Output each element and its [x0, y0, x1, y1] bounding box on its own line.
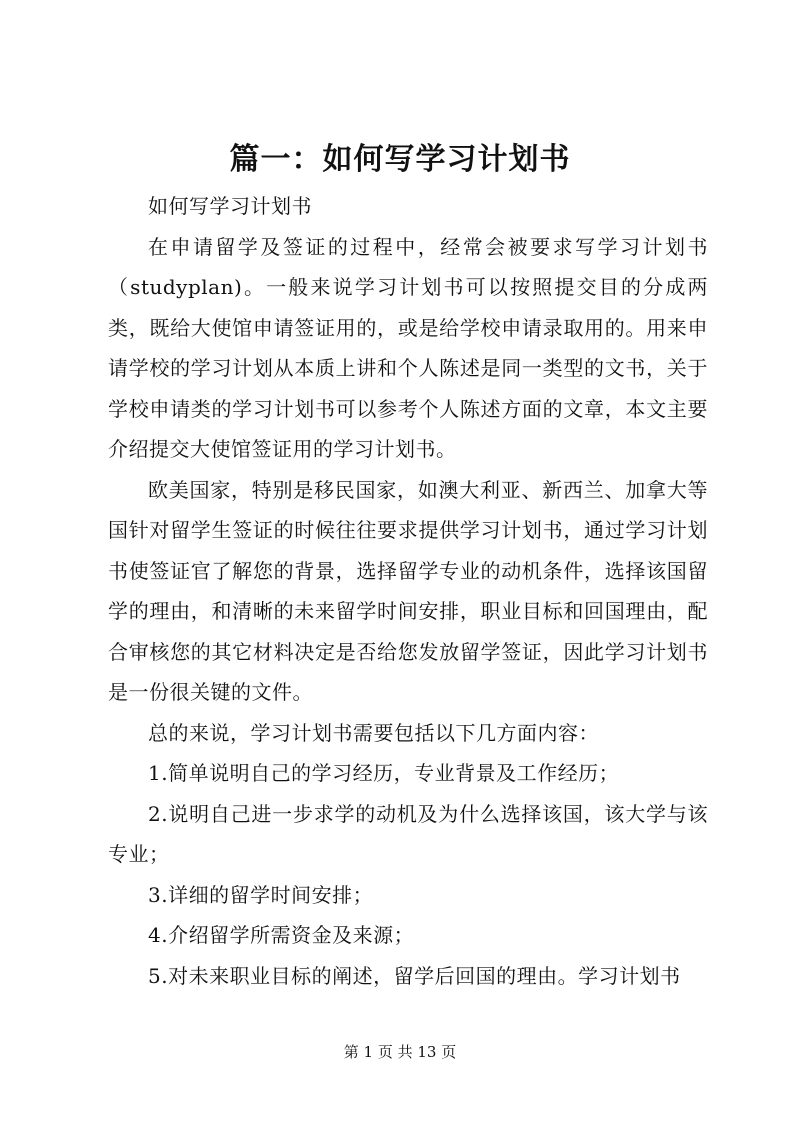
list-item-3: 3.详细的留学时间安排； — [148, 882, 374, 907]
paragraph-intro: 在申请留学及签证的过程中，经常会被要求写学习计划书（studyplan)。一般来说学习计划书可以按照提交目的分成两类，既给大使馆申请签证用的，或是给学校申请录取用的。用来申请学校的学习计划从本质上讲和个人陈述是同一类型的文书，关于学校申请类的学习计划书可以参考个人陈述方面的文章，本文主要介绍提交大使馆签证用的学习计划书。 — [108, 234, 708, 461]
list-item-4: 4.介绍留学所需资金及来源； — [148, 923, 415, 947]
paragraph-subtitle: 如何写学习计划书 — [148, 194, 312, 218]
list-item-2: 2.说明自己进一步求学的动机及为什么选择该国，该大学与该专业； — [108, 801, 708, 866]
document-title: 篇一：如何写学习计划书 — [229, 142, 571, 177]
paragraph-countries: 欧美国家，特别是移民国家，如澳大利亚、新西兰、加拿大等国针对留学生签证的时候往往要求提供学习计划书，通过学习计划书使签证官了解您的背景，选择留学专业的动机条件，选择该国留学的理由，和清晰的未来留学时间安排，职业目标和回国理由，配合审核您的其它材料决定是否给您发放留学签证，因此学习计划书是一份很关键的文件。 — [108, 477, 708, 704]
list-item-1: 1.简单说明自己的学习经历，专业背景及工作经历； — [148, 761, 620, 785]
list-item-5: 5.对未来职业目标的阐述，留学后回国的理由。学习计划书 — [148, 963, 681, 988]
document-body — [108, 186, 708, 996]
page-number-footer: 第 1 页 共 13 页 — [343, 1043, 457, 1061]
paragraph-summary: 总的来说，学习计划书需要包括以下几方面内容： — [148, 720, 599, 745]
